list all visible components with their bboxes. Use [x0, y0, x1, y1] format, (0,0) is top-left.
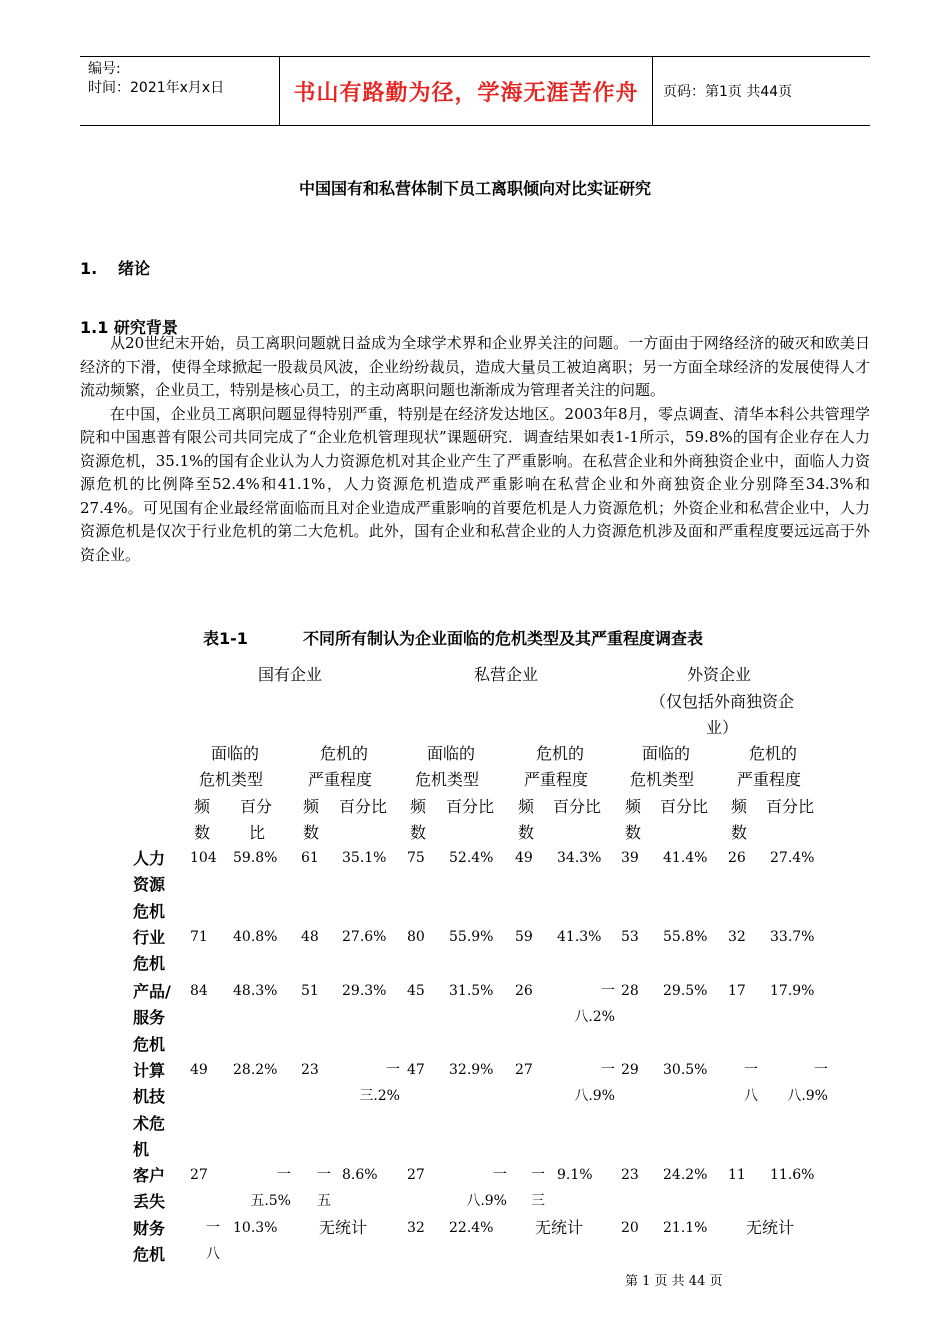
cell-line: 59.8%	[233, 850, 278, 866]
cell-line: 55.9%	[449, 929, 494, 945]
cell-line: 无统计	[535, 1218, 584, 1237]
cell-line: 45	[407, 983, 425, 999]
section-heading-1	[80, 256, 150, 279]
col-percent: 比	[249, 823, 266, 842]
body-text	[80, 332, 870, 567]
cell-line: 24.2%	[663, 1167, 708, 1183]
table-cell	[319, 1215, 367, 1241]
cell-line: 八	[744, 1088, 758, 1104]
page-header	[80, 56, 870, 126]
cell-line: 55.8%	[663, 929, 708, 945]
cell-line: 一	[601, 1062, 615, 1078]
cell-line: 11	[728, 1167, 746, 1183]
table-cell	[770, 978, 814, 1004]
table-cell	[728, 924, 746, 950]
cell-line: 49	[515, 850, 533, 866]
group-header-private: 私营企业	[474, 665, 539, 684]
cell-line: 80	[407, 929, 425, 945]
cell-line: 一	[601, 983, 615, 999]
cell-line: 一	[277, 1167, 291, 1183]
table-cell	[342, 1057, 400, 1109]
cell-line: 51	[301, 983, 319, 999]
col-percent: 百分比	[446, 797, 495, 816]
row-label: 人力资源危机	[133, 849, 166, 921]
cell-line: 26	[728, 850, 746, 866]
cell-line: 20	[621, 1220, 639, 1236]
cell-line: 21.1%	[663, 1220, 708, 1236]
table-cell	[233, 924, 277, 950]
section-title: 绪论	[118, 259, 151, 278]
cell-line: 八	[206, 1246, 220, 1262]
col-percent: 百分比	[766, 797, 815, 816]
cell-line: 53	[621, 929, 639, 945]
table-cell	[342, 924, 386, 950]
group-header-foreign-note: （仅包括外商独资企	[650, 692, 795, 711]
table-cell	[535, 1215, 583, 1241]
table-cell	[449, 978, 493, 1004]
cell-line: 61	[301, 850, 319, 866]
paragraph: 从20世纪末开始，员工离职问题就日益成为全球学术界和企业界关注的问题。一方面由于网络经济的破灭和欧美日经济的下滑，使得全球掀起一股裁员风波，企业纷纷裁员，造成大量员工被迫离职；另一方面全球经济的发展使得人才流动频繁，企业员工，特别是核心员工，的主动离职问题也渐渐成为管理者关注的问题。	[80, 334, 870, 399]
cell-line: 三	[531, 1193, 545, 1209]
table-cell	[407, 1162, 425, 1188]
col-frequency: 频	[303, 797, 320, 816]
table-cell	[301, 1162, 331, 1214]
table-cell	[407, 978, 425, 1004]
table-cell	[621, 978, 639, 1004]
cell-line: 71	[190, 929, 208, 945]
table-cell	[190, 1215, 220, 1267]
table-cell	[233, 845, 277, 871]
table-cell	[190, 845, 217, 871]
table-cell	[342, 845, 386, 871]
col-percent: 百分	[240, 797, 273, 816]
cell-line: 27	[190, 1167, 208, 1183]
cell-line: 八.9%	[466, 1193, 507, 1209]
cell-line: 28	[621, 983, 639, 999]
cell-line: 五.5%	[250, 1193, 291, 1209]
cell-line: 无统计	[319, 1218, 368, 1237]
cell-line: 8.6%	[342, 1167, 378, 1183]
col-frequency: 数	[625, 823, 642, 842]
cell-line: 八.2%	[574, 1009, 615, 1025]
table-cell	[233, 1215, 277, 1241]
table-cell	[770, 1057, 828, 1109]
table-cell	[515, 1162, 545, 1214]
col-frequency: 频	[518, 797, 535, 816]
table-cell	[746, 1215, 794, 1241]
table-cell	[449, 1162, 507, 1214]
table-cell	[728, 1057, 758, 1109]
table-cell	[342, 1162, 378, 1188]
col-frequency: 数	[731, 823, 748, 842]
table-cell	[663, 1162, 707, 1188]
cell-line: 23	[621, 1167, 639, 1183]
cell-line: 41.4%	[663, 850, 708, 866]
cell-line: 17.9%	[770, 983, 815, 999]
table-number: 表1-1	[203, 629, 248, 648]
cell-line: 17	[728, 983, 746, 999]
cell-line: 27.6%	[342, 929, 387, 945]
table-cell	[557, 924, 601, 950]
cell-line: 84	[190, 983, 208, 999]
cell-line: 32.9%	[449, 1062, 494, 1078]
table-cell	[190, 1057, 208, 1083]
table-cell	[407, 924, 425, 950]
table-cell	[770, 924, 814, 950]
table-cell	[190, 924, 208, 950]
table-cell	[233, 1162, 291, 1214]
cell-line: 一	[206, 1220, 220, 1236]
cell-line: 一	[493, 1167, 507, 1183]
col-frequency: 数	[410, 823, 427, 842]
row-label: 产品/服务危机	[133, 982, 171, 1054]
table-cell	[728, 1162, 746, 1188]
table-cell	[621, 924, 639, 950]
col-percent: 百分比	[660, 797, 709, 816]
cell-line: 33.7%	[770, 929, 815, 945]
table-cell	[407, 1215, 425, 1241]
subheader-face: 面临的	[211, 744, 260, 763]
table-cell	[407, 1057, 425, 1083]
document-title: 中国国有和私营体制下员工离职倾向对比实证研究	[298, 179, 651, 198]
cell-line: 32	[728, 929, 746, 945]
table-cell	[301, 845, 319, 871]
cell-line: 32	[407, 1220, 425, 1236]
cell-line: 无统计	[746, 1218, 795, 1237]
cell-line: 48.3%	[233, 983, 278, 999]
table-cell	[233, 1057, 277, 1083]
table-cell	[190, 1162, 208, 1188]
table-cell	[663, 1215, 707, 1241]
table-cell	[449, 1057, 493, 1083]
cell-line: 52.4%	[449, 850, 494, 866]
cell-line: 28.2%	[233, 1062, 278, 1078]
table-caption-text: 不同所有制认为企业面临的危机类型及其严重程度调查表	[303, 629, 704, 648]
cell-line: 47	[407, 1062, 425, 1078]
table-cell	[663, 1057, 707, 1083]
cell-line: 26	[515, 983, 533, 999]
table-cell	[449, 845, 493, 871]
subheader-face: 危机类型	[199, 770, 264, 789]
cell-line: 75	[407, 850, 425, 866]
subheader-face: 面临的	[642, 744, 691, 763]
table-cell	[621, 1162, 639, 1188]
table-cell	[770, 845, 814, 871]
col-frequency: 频	[410, 797, 427, 816]
col-frequency: 数	[194, 823, 211, 842]
cell-line: 35.1%	[342, 850, 387, 866]
cell-line: 30.5%	[663, 1062, 708, 1078]
paragraph: 在中国，企业员工离职问题显得特别严重，特别是在经济发达地区。2003年8月，零点调查、清华本科公共管理学院和中国惠普有限公司共同完成了“企业危机管理现状”课题研究．调查结果如表1-1所示，59.8%的国有企业存在人力资源危机，35.1%的国有企业认为人力资源危机对其企业产生了严重影响。在私营企业和外商独资企业中，面临人力资源危机的比例降至52.4%和41.1%，人力资源危机造成严重影响在私营企业和外商独资企业分别降至34.3%和27.4%。可见国有企业最经常面临而且对企业造成严重影响的首要危机是人力资源危机；外资企业和私营企业中，人力资源危机是仅次于行业危机的第二大危机。此外，国有企业和私营企业的人力资源危机涉及面和严重程度要远远高于外资企业。	[80, 404, 870, 564]
table-cell	[342, 978, 386, 1004]
table-cell	[515, 845, 533, 871]
subheader-severity: 危机的	[749, 744, 798, 763]
cell-line: 48	[301, 929, 319, 945]
table-cell	[449, 1215, 493, 1241]
cell-line: 41.3%	[557, 929, 602, 945]
group-header-foreign-note-end: 业）	[706, 718, 739, 737]
table-cell	[557, 978, 615, 1030]
table-cell	[407, 845, 425, 871]
table-cell	[449, 924, 493, 950]
table-cell	[515, 1057, 533, 1083]
page-footer: 第 1 页 共 44 页	[625, 1274, 723, 1289]
col-percent: 百分比	[553, 797, 602, 816]
subheader-face: 危机类型	[415, 770, 480, 789]
cell-line: 59	[515, 929, 533, 945]
table-cell	[621, 845, 639, 871]
doc-time-label: 时间：2021年x月x日	[88, 80, 225, 96]
subheader-face: 面临的	[427, 744, 476, 763]
table-cell	[515, 924, 533, 950]
row-label: 行业危机	[133, 928, 166, 974]
table-cell	[557, 1162, 593, 1188]
subheader-severity: 危机的	[320, 744, 369, 763]
table-cell	[190, 978, 208, 1004]
table-cell	[663, 978, 707, 1004]
table-cell	[557, 1057, 615, 1109]
cell-line: 八.9%	[787, 1088, 828, 1104]
header-page-info: 页码：第1页 共44页	[663, 84, 793, 100]
col-frequency: 频	[731, 797, 748, 816]
cell-line: 11.6%	[770, 1167, 815, 1183]
cell-line: 29	[621, 1062, 639, 1078]
table-cell	[728, 978, 746, 1004]
cell-line: 一	[531, 1167, 545, 1183]
row-label: 客户丢失	[133, 1166, 166, 1212]
table-cell	[233, 978, 277, 1004]
cell-line: 一	[386, 1062, 400, 1078]
table-cell	[663, 924, 707, 950]
col-frequency: 数	[303, 823, 320, 842]
cell-line: 27.4%	[770, 850, 815, 866]
group-header-state: 国有企业	[258, 665, 323, 684]
table-cell	[301, 924, 319, 950]
table-caption	[203, 626, 703, 649]
cell-line: 10.3%	[233, 1220, 278, 1236]
table-cell	[621, 1057, 639, 1083]
subheader-face: 危机类型	[630, 770, 695, 789]
subheader-severity: 严重程度	[524, 770, 589, 789]
cell-line: 八.9%	[574, 1088, 615, 1104]
cell-line: 29.3%	[342, 983, 387, 999]
cell-line: 49	[190, 1062, 208, 1078]
col-frequency: 数	[518, 823, 535, 842]
cell-line: 23	[301, 1062, 319, 1078]
cell-line: 40.8%	[233, 929, 278, 945]
subheader-severity: 危机的	[536, 744, 585, 763]
cell-line: 27	[515, 1062, 533, 1078]
subheader-severity: 严重程度	[737, 770, 802, 789]
col-percent: 百分比	[339, 797, 388, 816]
section-number: 1.	[80, 259, 98, 278]
cell-line: 9.1%	[557, 1167, 593, 1183]
cell-line: 29.5%	[663, 983, 708, 999]
table-cell	[728, 845, 746, 871]
header-motto: 书山有路勤为径，学海无涯苦作舟	[280, 57, 653, 125]
header-meta	[80, 57, 280, 125]
table-cell	[621, 1215, 639, 1241]
table-cell	[515, 978, 533, 1004]
cell-line: 27	[407, 1167, 425, 1183]
row-label: 财务危机	[133, 1219, 166, 1265]
cell-line: 104	[190, 850, 217, 866]
col-frequency: 频	[625, 797, 642, 816]
cell-line: 三.2%	[359, 1088, 400, 1104]
cell-line: 22.4%	[449, 1220, 494, 1236]
cell-line: 39	[621, 850, 639, 866]
section-heading-1-1: 1.1 研究背景	[80, 318, 178, 337]
table-cell	[301, 978, 319, 1004]
table-cell	[557, 845, 601, 871]
subheader-severity: 严重程度	[308, 770, 373, 789]
cell-line: 34.3%	[557, 850, 602, 866]
group-header-foreign: 外资企业	[687, 665, 752, 684]
cell-line: 五	[317, 1193, 331, 1209]
cell-line: 31.5%	[449, 983, 494, 999]
table-cell	[301, 1057, 319, 1083]
cell-line: 一	[814, 1062, 828, 1078]
doc-number-label: 编号:	[88, 61, 121, 77]
cell-line: 一	[744, 1062, 758, 1078]
cell-line: 一	[317, 1167, 331, 1183]
row-label: 计算机技术危机	[133, 1061, 166, 1160]
table-cell	[770, 1162, 814, 1188]
table-cell	[663, 845, 707, 871]
col-frequency: 频	[194, 797, 211, 816]
